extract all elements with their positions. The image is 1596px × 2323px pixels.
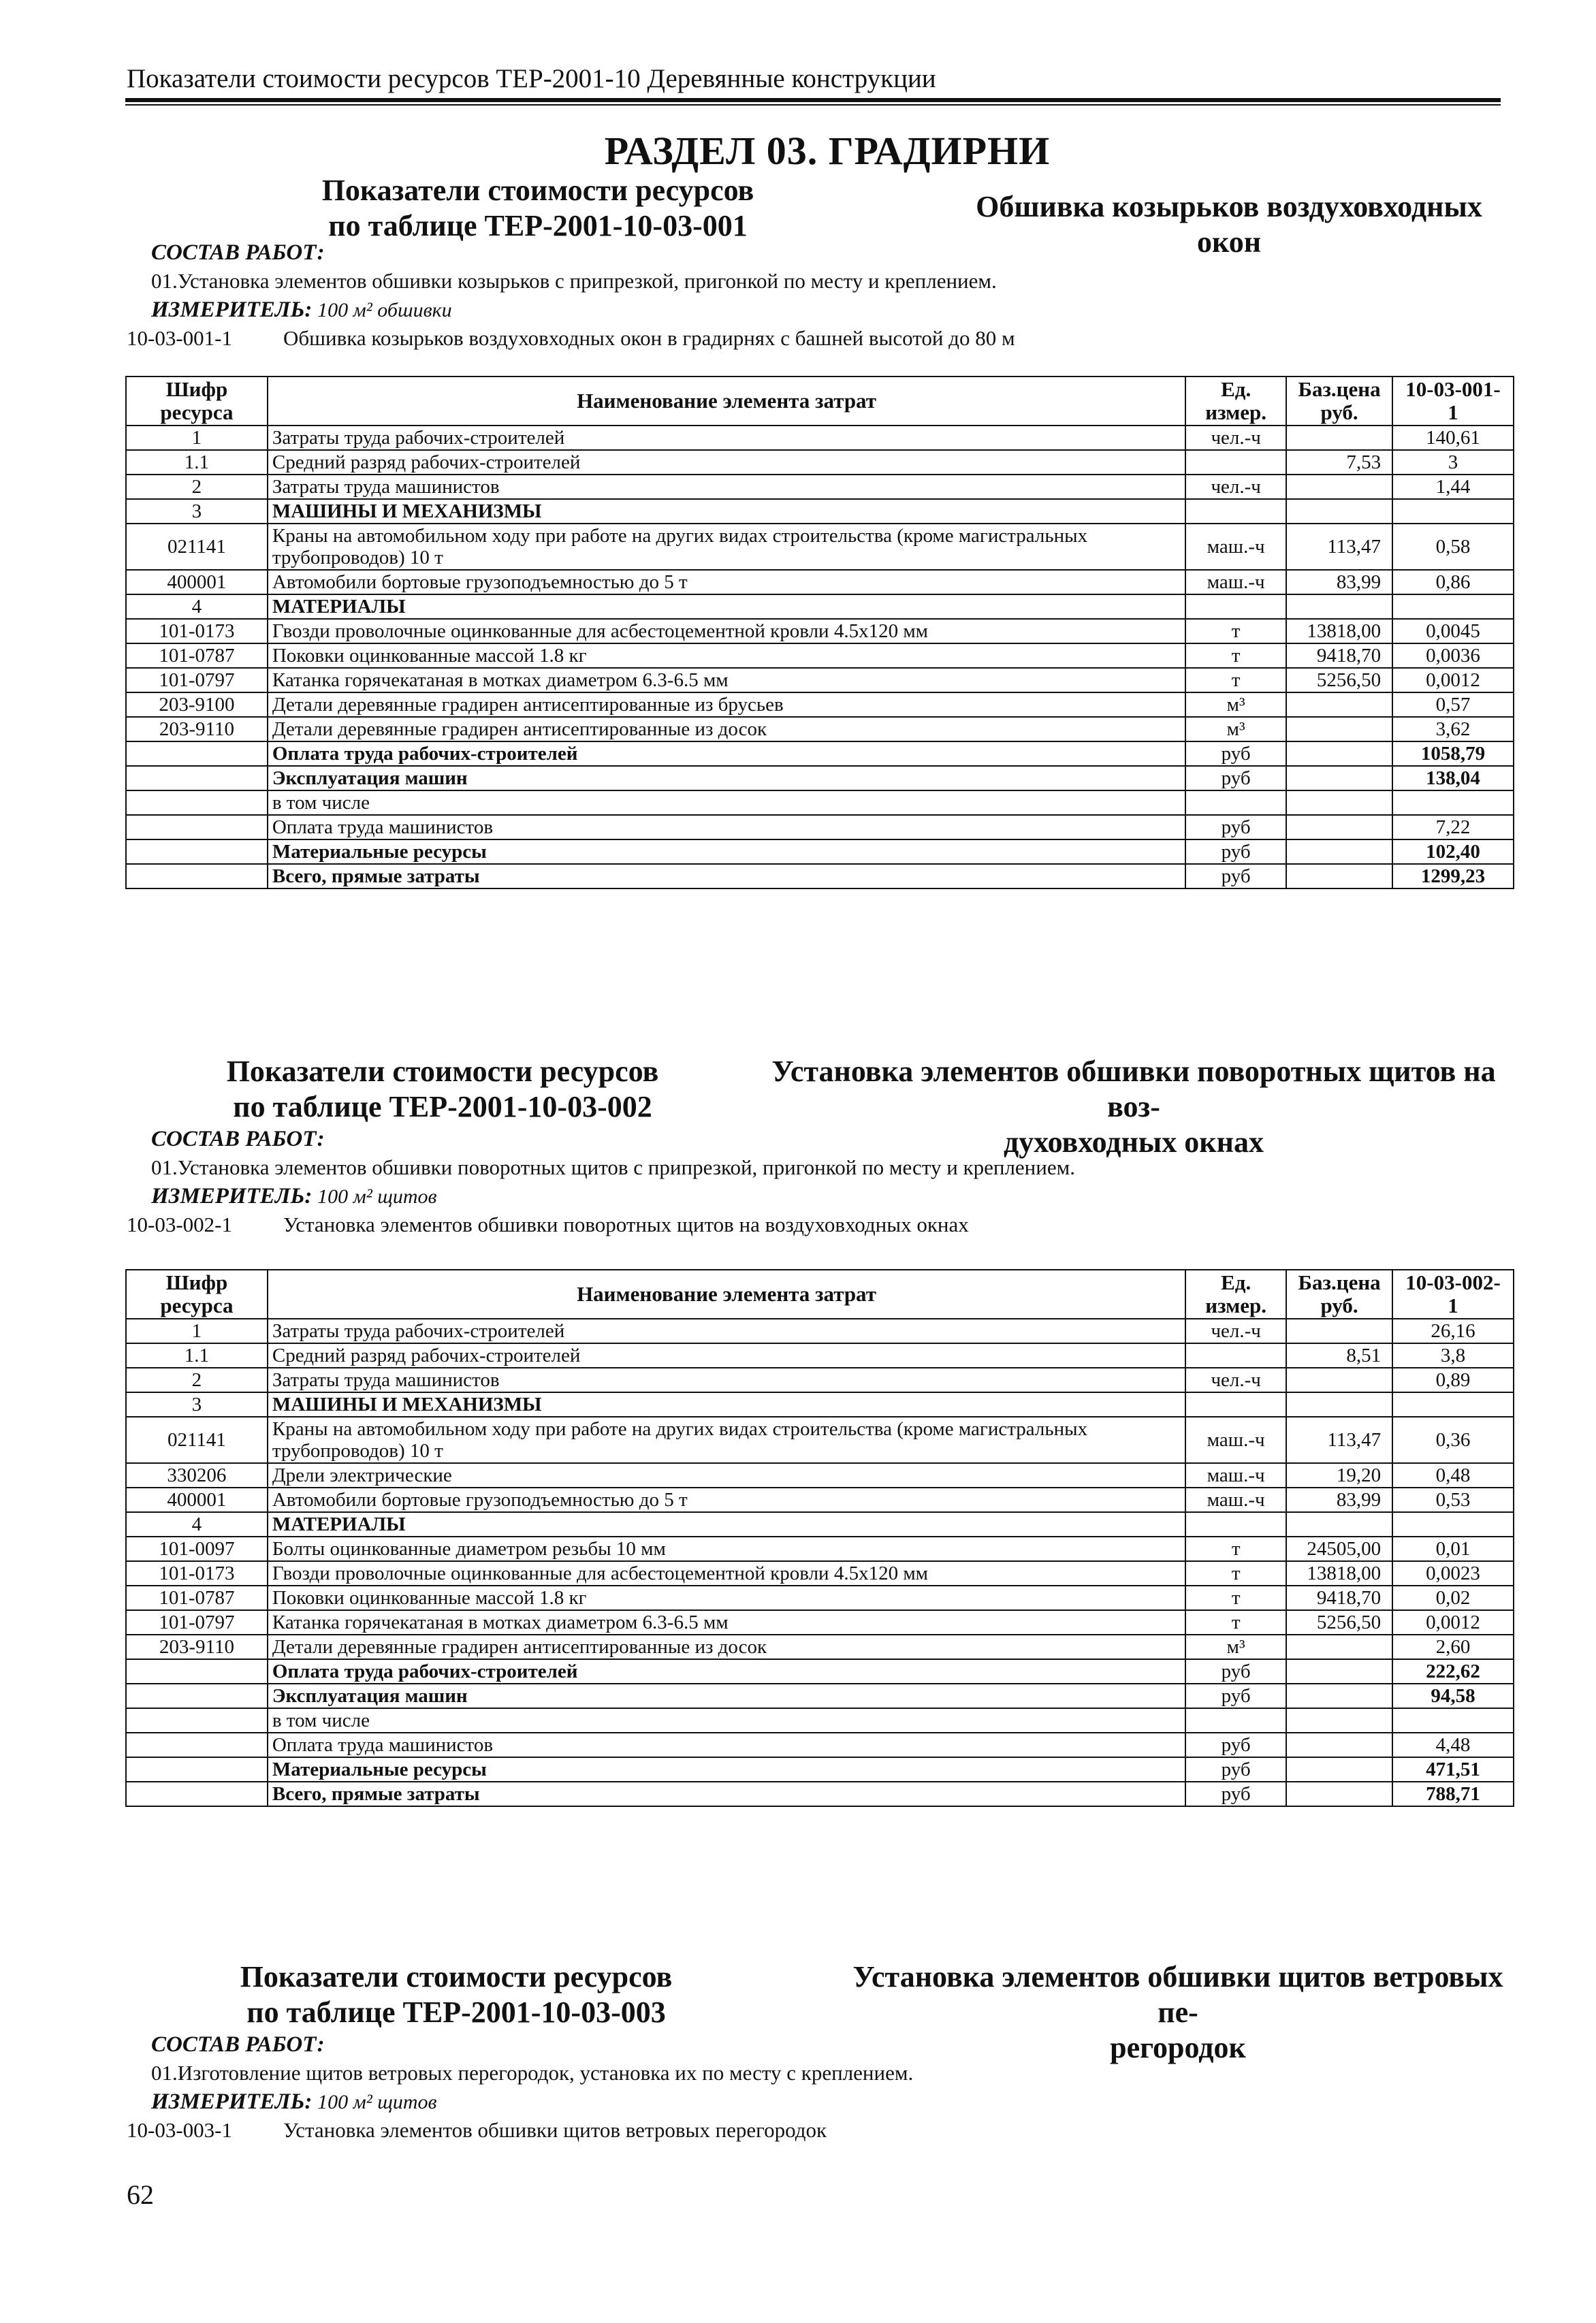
cell-price: [1286, 1782, 1392, 1806]
cell-price: 113,47: [1286, 524, 1392, 570]
block3-heading-right: [837, 1959, 1518, 2066]
cell-code: 203-9110: [126, 1635, 268, 1659]
cell-name: Эксплуатация машин: [268, 1684, 1185, 1708]
cell-name: Затраты труда машинистов: [268, 1368, 1185, 1392]
cell-value: 102,40: [1392, 839, 1514, 864]
cell-unit: т: [1185, 1586, 1286, 1610]
cell-price: [1286, 1757, 1392, 1782]
cell-value: 222,62: [1392, 1659, 1514, 1684]
block2-heading-right-line1: Установка элементов обшивки поворотных щитов на воз-: [771, 1055, 1496, 1123]
cell-price: [1286, 1368, 1392, 1392]
cell-value: 0,53: [1392, 1488, 1514, 1512]
block1-meter: ИЗМЕРИТЕЛЬ: 100 м² обшивки: [151, 298, 452, 322]
cell-name: Материальные ресурсы: [268, 839, 1185, 864]
cell-unit: т: [1185, 668, 1286, 692]
cell-code: 4: [126, 594, 268, 619]
cell-unit: [1185, 1708, 1286, 1733]
cell-name: Материальные ресурсы: [268, 1757, 1185, 1782]
block3-heading-left: [238, 1959, 674, 2030]
cell-name: Болты оцинкованные диаметром резьбы 10 мм: [268, 1537, 1185, 1561]
cell-price: 13818,00: [1286, 1561, 1392, 1586]
cell-value: 1,44: [1392, 475, 1514, 499]
cell-price: [1286, 790, 1392, 815]
cell-unit: руб: [1185, 1733, 1286, 1757]
cell-code: 101-0797: [126, 1610, 268, 1635]
block3-heading-left-line2: по таблице ТЕР-2001-10-03-003: [246, 1996, 666, 2029]
cell-price: 19,20: [1286, 1463, 1392, 1488]
cell-value: 4,48: [1392, 1733, 1514, 1757]
table-header-row: [126, 1270, 1514, 1319]
cell-code: 203-9110: [126, 717, 268, 741]
cell-value: [1392, 1512, 1514, 1537]
cell-unit: маш.-ч: [1185, 524, 1286, 570]
cell-name: Краны на автомобильном ходу при работе на других видах строительства (кроме магистральных трубопроводов) 10 т: [268, 524, 1185, 570]
table-row: [126, 1561, 1514, 1586]
cell-price: 113,47: [1286, 1417, 1392, 1463]
cell-code: 101-0787: [126, 643, 268, 668]
cell-unit: т: [1185, 1561, 1286, 1586]
cell-code: 1: [126, 1319, 268, 1343]
cell-code: 101-0797: [126, 668, 268, 692]
cell-code: 101-0173: [126, 619, 268, 643]
cell-price: [1286, 864, 1392, 888]
cell-unit: руб: [1185, 1684, 1286, 1708]
block1-heading-left-line2: по таблице ТЕР-2001-10-03-001: [328, 209, 748, 242]
block1-heading-right: [953, 189, 1505, 260]
block1-heading-right-line1: Обшивка козырьков воздуховходных окон: [976, 190, 1482, 259]
cell-name: МАТЕРИАЛЫ: [268, 594, 1185, 619]
cell-value: 0,01: [1392, 1537, 1514, 1561]
cell-unit: [1185, 790, 1286, 815]
cell-code: 1.1: [126, 450, 268, 475]
cell-unit: руб: [1185, 766, 1286, 790]
cell-code: 3: [126, 499, 268, 524]
cell-price: 8,51: [1286, 1343, 1392, 1368]
cell-unit: [1185, 450, 1286, 475]
cell-name: Гвозди проволочные оцинкованные для асбестоцементной кровли 4.5х120 мм: [268, 1561, 1185, 1586]
resource-table-2: [125, 1269, 1514, 1807]
cell-code: 2: [126, 1368, 268, 1392]
table-row: [126, 692, 1514, 717]
block3-work-label: СОСТАВ РАБОТ:: [151, 2032, 325, 2057]
block2-meter: ИЗМЕРИТЕЛЬ: 100 м² щитов: [151, 1184, 437, 1208]
table-row: [126, 594, 1514, 619]
cell-code: [126, 741, 268, 766]
cell-code: [126, 839, 268, 864]
cell-unit: [1185, 1343, 1286, 1368]
block2-heading-right-line2: духовходных окнах: [1004, 1125, 1264, 1159]
cell-value: 0,89: [1392, 1368, 1514, 1392]
table-row: [126, 1610, 1514, 1635]
block2-heading-left-line2: по таблице ТЕР-2001-10-03-002: [233, 1090, 652, 1123]
cell-price: 24505,00: [1286, 1537, 1392, 1561]
table-header-row: [126, 377, 1514, 426]
cell-code: 203-9100: [126, 692, 268, 717]
cell-code: 400001: [126, 570, 268, 594]
cell-unit: чел.-ч: [1185, 1368, 1286, 1392]
table-row: [126, 643, 1514, 668]
cell-unit: руб: [1185, 1782, 1286, 1806]
table-row: [126, 499, 1514, 524]
block2-work-label: СОСТАВ РАБОТ:: [151, 1127, 325, 1151]
table-row: [126, 1684, 1514, 1708]
cell-value: [1392, 594, 1514, 619]
table-row: [126, 1319, 1514, 1343]
cell-price: [1286, 1635, 1392, 1659]
cell-code: [126, 790, 268, 815]
cell-unit: руб: [1185, 839, 1286, 864]
cell-unit: руб: [1185, 1757, 1286, 1782]
cell-price: [1286, 815, 1392, 839]
cell-price: [1286, 426, 1392, 450]
cell-value: 26,16: [1392, 1319, 1514, 1343]
cell-value: 3,8: [1392, 1343, 1514, 1368]
resource-table-1: [125, 376, 1514, 889]
cell-name: Катанка горячекатаная в мотках диаметром 6.3-6.5 мм: [268, 1610, 1185, 1635]
cell-name: Дрели электрические: [268, 1463, 1185, 1488]
cell-name: МАШИНЫ И МЕХАНИЗМЫ: [268, 1392, 1185, 1417]
cell-name: Оплата труда машинистов: [268, 815, 1185, 839]
block3-heading-right-line1: Установка элементов обшивки щитов ветровых пе-: [852, 1960, 1503, 2029]
table-row: [126, 1537, 1514, 1561]
table-row: [126, 1343, 1514, 1368]
cell-name: Поковки оцинкованные массой 1.8 кг: [268, 643, 1185, 668]
table-row: [126, 1635, 1514, 1659]
cell-value: 0,57: [1392, 692, 1514, 717]
block3-heading-left-line1: Показатели стоимости ресурсов: [240, 1960, 673, 1993]
table-row: [126, 766, 1514, 790]
cell-value: 138,04: [1392, 766, 1514, 790]
table-row: [126, 864, 1514, 888]
cell-code: 101-0787: [126, 1586, 268, 1610]
cell-price: [1286, 766, 1392, 790]
block2-heading-left-line1: Показатели стоимости ресурсов: [226, 1055, 659, 1088]
table-row: [126, 450, 1514, 475]
cell-price: 5256,50: [1286, 1610, 1392, 1635]
cell-code: 2: [126, 475, 268, 499]
cell-unit: м³: [1185, 1635, 1286, 1659]
cell-price: [1286, 692, 1392, 717]
cell-value: 0,36: [1392, 1417, 1514, 1463]
table-row: [126, 815, 1514, 839]
cell-unit: [1185, 1512, 1286, 1537]
cell-name: Оплата труда рабочих-строителей: [268, 1659, 1185, 1684]
cell-name: Гвозди проволочные оцинкованные для асбестоцементной кровли 4.5х120 мм: [268, 619, 1185, 643]
block2-heading-left: [225, 1054, 660, 1125]
cell-price: [1286, 475, 1392, 499]
table-body: [126, 426, 1514, 888]
cell-unit: маш.-ч: [1185, 1417, 1286, 1463]
table-row: [126, 790, 1514, 815]
cell-code: [126, 815, 268, 839]
cell-code: 4: [126, 1512, 268, 1537]
cell-value: 140,61: [1392, 426, 1514, 450]
cell-price: 9418,70: [1286, 643, 1392, 668]
table-row: [126, 524, 1514, 570]
cell-name: Детали деревянные градирен антисептированные из досок: [268, 1635, 1185, 1659]
cell-unit: маш.-ч: [1185, 1463, 1286, 1488]
cell-code: [126, 1659, 268, 1684]
cell-price: 83,99: [1286, 570, 1392, 594]
table-row: [126, 1782, 1514, 1806]
block1-work-text: 01.Установка элементов обшивки козырьков с припрезкой, пригонкой по месту и креплением.: [151, 269, 997, 293]
cell-price: [1286, 717, 1392, 741]
cell-value: 2,60: [1392, 1635, 1514, 1659]
cell-name: Эксплуатация машин: [268, 766, 1185, 790]
cell-name: в том числе: [268, 790, 1185, 815]
block1-work-label: СОСТАВ РАБОТ:: [151, 240, 325, 265]
cell-unit: [1185, 594, 1286, 619]
cell-value: [1392, 499, 1514, 524]
table-row: [126, 1392, 1514, 1417]
cell-price: 13818,00: [1286, 619, 1392, 643]
cell-unit: [1185, 1392, 1286, 1417]
cell-unit: чел.-ч: [1185, 1319, 1286, 1343]
cell-unit: м³: [1185, 692, 1286, 717]
header-norm: 10-03-001- 1: [1392, 377, 1514, 426]
cell-unit: чел.-ч: [1185, 475, 1286, 499]
cell-unit: маш.-ч: [1185, 570, 1286, 594]
block2-heading-right: [749, 1054, 1518, 1160]
table-row: [126, 1368, 1514, 1392]
cell-price: 5256,50: [1286, 668, 1392, 692]
cell-code: 1: [126, 426, 268, 450]
header-price: Баз.цена руб.: [1286, 1270, 1392, 1319]
table-row: [126, 1417, 1514, 1463]
cell-code: [126, 766, 268, 790]
cell-price: 9418,70: [1286, 1586, 1392, 1610]
cell-value: 0,48: [1392, 1463, 1514, 1488]
cell-value: 3,62: [1392, 717, 1514, 741]
cell-code: 330206: [126, 1463, 268, 1488]
cell-name: Средний разряд рабочих-строителей: [268, 450, 1185, 475]
section-title: РАЗДЕЛ 03. ГРАДИРНИ: [604, 129, 1051, 173]
cell-unit: руб: [1185, 815, 1286, 839]
cell-price: [1286, 741, 1392, 766]
header-rule: [125, 98, 1501, 106]
block1-heading-left-line1: Показатели стоимости ресурсов: [321, 174, 754, 207]
page-number: 62: [127, 2179, 154, 2210]
block1-item: 10-03-001-1 Обшивка козырьков воздуховходных окон в градирнях с башней высотой до 80 м: [127, 326, 1015, 350]
cell-value: 3: [1392, 450, 1514, 475]
table-row: [126, 741, 1514, 766]
cell-code: 101-0097: [126, 1537, 268, 1561]
cell-unit: чел.-ч: [1185, 426, 1286, 450]
table-row: [126, 717, 1514, 741]
header-unit: Ед. измер.: [1185, 1270, 1286, 1319]
cell-unit: т: [1185, 1537, 1286, 1561]
table-row: [126, 668, 1514, 692]
cell-price: [1286, 1708, 1392, 1733]
block2-work-text: 01.Установка элементов обшивки поворотных щитов с припрезкой, пригонкой по месту и креплением.: [151, 1155, 1075, 1179]
cell-price: [1286, 1512, 1392, 1537]
cell-code: [126, 1684, 268, 1708]
cell-code: 101-0173: [126, 1561, 268, 1586]
cell-value: 788,71: [1392, 1782, 1514, 1806]
cell-name: в том числе: [268, 1708, 1185, 1733]
cell-value: 0,0012: [1392, 668, 1514, 692]
cell-price: [1286, 1659, 1392, 1684]
cell-price: [1286, 594, 1392, 619]
cell-value: [1392, 790, 1514, 815]
cell-price: 7,53: [1286, 450, 1392, 475]
table-row: [126, 619, 1514, 643]
cell-code: 400001: [126, 1488, 268, 1512]
cell-code: 1.1: [126, 1343, 268, 1368]
cell-name: Катанка горячекатаная в мотках диаметром 6.3-6.5 мм: [268, 668, 1185, 692]
cell-value: 0,0012: [1392, 1610, 1514, 1635]
cell-price: [1286, 1392, 1392, 1417]
block2-item: 10-03-002-1 Установка элементов обшивки поворотных щитов на воздуховходных окнах: [127, 1213, 969, 1236]
cell-name: Детали деревянные градирен антисептированные из досок: [268, 717, 1185, 741]
cell-value: [1392, 1708, 1514, 1733]
table-row: [126, 1733, 1514, 1757]
cell-price: [1286, 499, 1392, 524]
cell-value: 471,51: [1392, 1757, 1514, 1782]
header-name: Наименование элемента затрат: [268, 1270, 1185, 1319]
cell-code: [126, 1733, 268, 1757]
cell-name: МАТЕРИАЛЫ: [268, 1512, 1185, 1537]
cell-code: 021141: [126, 1417, 268, 1463]
header-unit: Ед. измер.: [1185, 377, 1286, 426]
cell-value: 0,02: [1392, 1586, 1514, 1610]
cell-price: [1286, 839, 1392, 864]
cell-value: [1392, 1392, 1514, 1417]
cell-name: Поковки оцинкованные массой 1.8 кг: [268, 1586, 1185, 1610]
cell-name: Средний разряд рабочих-строителей: [268, 1343, 1185, 1368]
header-price: Баз.цена руб.: [1286, 377, 1392, 426]
cell-name: Всего, прямые затраты: [268, 864, 1185, 888]
cell-unit: т: [1185, 619, 1286, 643]
cell-value: 94,58: [1392, 1684, 1514, 1708]
cell-name: Автомобили бортовые грузоподъемностью до 5 т: [268, 570, 1185, 594]
cell-name: Краны на автомобильном ходу при работе на других видах строительства (кроме магистральных трубопроводов) 10 т: [268, 1417, 1185, 1463]
block3-meter: ИЗМЕРИТЕЛЬ: 100 м² щитов: [151, 2089, 437, 2114]
table-row: [126, 1512, 1514, 1537]
cell-value: 0,0036: [1392, 643, 1514, 668]
table-row: [126, 839, 1514, 864]
cell-unit: руб: [1185, 864, 1286, 888]
table-body: [126, 1319, 1514, 1806]
table-row: [126, 1463, 1514, 1488]
running-title: Показатели стоимости ресурсов ТЕР-2001-10 Деревянные конструкции: [127, 64, 936, 93]
table-row: [126, 426, 1514, 450]
cell-value: 7,22: [1392, 815, 1514, 839]
cell-code: [126, 864, 268, 888]
cell-unit: т: [1185, 1610, 1286, 1635]
header-name: Наименование элемента затрат: [268, 377, 1185, 426]
header-code: Шифр ресурса: [126, 377, 268, 426]
cell-code: [126, 1708, 268, 1733]
cell-unit: м³: [1185, 717, 1286, 741]
cell-name: МАШИНЫ И МЕХАНИЗМЫ: [268, 499, 1185, 524]
cell-unit: руб: [1185, 741, 1286, 766]
cell-name: Всего, прямые затраты: [268, 1782, 1185, 1806]
block3-work-text: 01.Изготовление щитов ветровых перегородок, установка их по месту с креплением.: [151, 2061, 914, 2085]
table-row: [126, 1488, 1514, 1512]
cell-value: 1058,79: [1392, 741, 1514, 766]
cell-price: 83,99: [1286, 1488, 1392, 1512]
table-row: [126, 1757, 1514, 1782]
cell-value: 0,58: [1392, 524, 1514, 570]
block3-heading-right-line2: регородок: [1110, 2031, 1246, 2064]
table-row: [126, 1659, 1514, 1684]
cell-value: 0,0023: [1392, 1561, 1514, 1586]
table-row: [126, 475, 1514, 499]
cell-unit: маш.-ч: [1185, 1488, 1286, 1512]
cell-price: [1286, 1684, 1392, 1708]
header-code: Шифр ресурса: [126, 1270, 268, 1319]
cell-unit: руб: [1185, 1659, 1286, 1684]
cell-code: 021141: [126, 524, 268, 570]
cell-code: [126, 1782, 268, 1806]
header-norm: 10-03-002- 1: [1392, 1270, 1514, 1319]
cell-name: Затраты труда рабочих-строителей: [268, 426, 1185, 450]
cell-name: Детали деревянные градирен антисептированные из брусьев: [268, 692, 1185, 717]
cell-value: 1299,23: [1392, 864, 1514, 888]
table-row: [126, 1586, 1514, 1610]
cell-code: [126, 1757, 268, 1782]
cell-value: 0,0045: [1392, 619, 1514, 643]
cell-name: Затраты труда рабочих-строителей: [268, 1319, 1185, 1343]
cell-value: 0,86: [1392, 570, 1514, 594]
block3-item: 10-03-003-1 Установка элементов обшивки щитов ветровых перегородок: [127, 2118, 827, 2142]
cell-price: [1286, 1733, 1392, 1757]
cell-name: Затраты труда машинистов: [268, 475, 1185, 499]
table-row: [126, 1708, 1514, 1733]
table-row: [126, 570, 1514, 594]
cell-name: Автомобили бортовые грузоподъемностью до 5 т: [268, 1488, 1185, 1512]
cell-name: Оплата труда машинистов: [268, 1733, 1185, 1757]
cell-unit: т: [1185, 643, 1286, 668]
cell-code: 3: [126, 1392, 268, 1417]
cell-price: [1286, 1319, 1392, 1343]
cell-name: Оплата труда рабочих-строителей: [268, 741, 1185, 766]
cell-unit: [1185, 499, 1286, 524]
block1-heading-left: [320, 173, 756, 244]
